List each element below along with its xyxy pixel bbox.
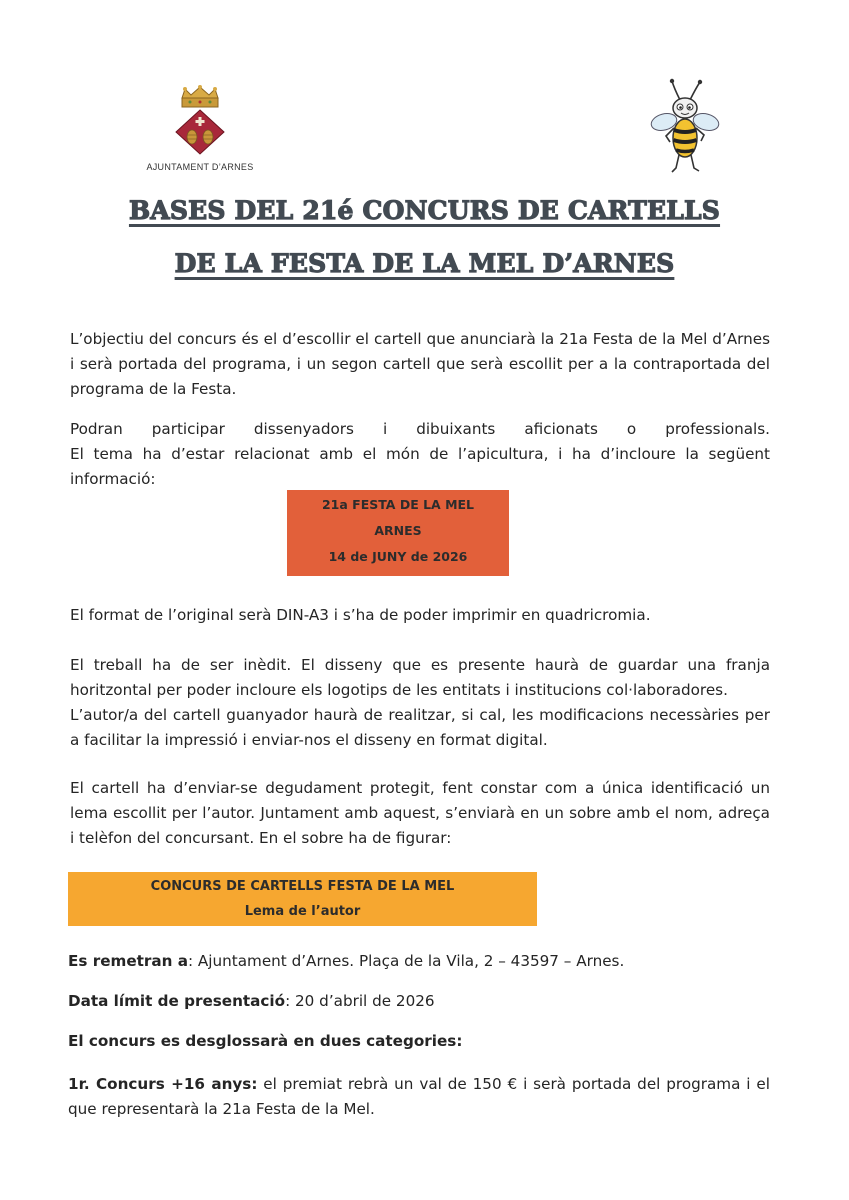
- bee-icon: [648, 78, 722, 178]
- send-to-address: : Ajuntament d’Arnes. Plaça de la Vila, 2 – 43597 – Arnes.: [187, 952, 625, 970]
- required-info-box: [287, 490, 509, 576]
- category-1-paragraph: [68, 1072, 770, 1122]
- format-paragraph: El format de l’original serà DIN-A3 i s’ha de poder imprimir en quadricromia.: [70, 606, 651, 624]
- document-title-line-1: BASES DEL 21é CONCURS DE CARTELLS: [128, 196, 721, 225]
- participants-paragraph: Podran participar dissenyadors i dibuixants aficionats o professionals.: [70, 420, 770, 438]
- submission-paragraph: El cartell ha d’enviar-se degudament protegit, fent constar com a única identificació un lema escollit per l’autor. Juntament amb aquest, s’enviarà en un sobre amb el nom, adreça i telèfon del concursant. En el sobre ha de figurar:: [70, 779, 770, 847]
- required-info-line-1: 21a FESTA DE LA MEL: [321, 497, 475, 512]
- original-work-paragraph: El treball ha de ser inèdit. El disseny que es presente haurà de guardar una franja horitzontal per poder incloure els logotips de les entitats i institucions col·laboradores.: [70, 656, 770, 699]
- send-to-line: [68, 952, 778, 970]
- required-info-line-2: ARNES: [374, 523, 422, 538]
- send-to-label: Es remetran a: [68, 952, 188, 970]
- deadline-value: : 20 d’abril de 2026: [285, 992, 435, 1010]
- envelope-line-2: Lema de l’autor: [244, 904, 361, 919]
- document-title-line-2: DE LA FESTA DE LA MEL D’ARNES: [174, 249, 675, 278]
- coat-of-arms-icon: [170, 84, 230, 156]
- categories-heading-text: El concurs es desglossarà en dues categories:: [68, 1032, 463, 1050]
- category-1-description: el premiat rebrà un val de 150 € i serà portada del programa i el que representarà la 21a Festa de la Mel.: [68, 1075, 770, 1118]
- winner-modifications-paragraph: L’autor/a del cartell guanyador haurà de realitzar, si cal, les modificacions necessàries per a facilitar la impressió i enviar-nos el disseny en format digital.: [70, 706, 770, 749]
- deadline-line: [68, 992, 778, 1010]
- municipality-caption: AJUNTAMENT D’ARNES: [146, 162, 254, 172]
- theme-paragraph: El tema ha d’estar relacionat amb el món de l’apicultura, i ha d’incloure la següent informació:: [70, 445, 770, 488]
- deadline-label: Data límit de presentació: [68, 992, 286, 1010]
- objective-paragraph: L’objectiu del concurs és el d’escollir el cartell que anunciarà la 21a Festa de la Mel d’Arnes i serà portada del programa, i un segon cartell que serà escollit per a la contraportada del programa de la Festa.: [70, 330, 770, 398]
- envelope-line-1: CONCURS DE CARTELLS FESTA DE LA MEL: [150, 879, 455, 894]
- category-1-label: 1r. Concurs +16 anys:: [68, 1075, 258, 1093]
- required-info-line-3: 14 de JUNY de 2026: [328, 549, 468, 564]
- bee-illustration: [648, 78, 722, 182]
- categories-heading: [68, 1032, 778, 1050]
- municipality-logo: [142, 84, 258, 172]
- envelope-label-box: [68, 872, 537, 926]
